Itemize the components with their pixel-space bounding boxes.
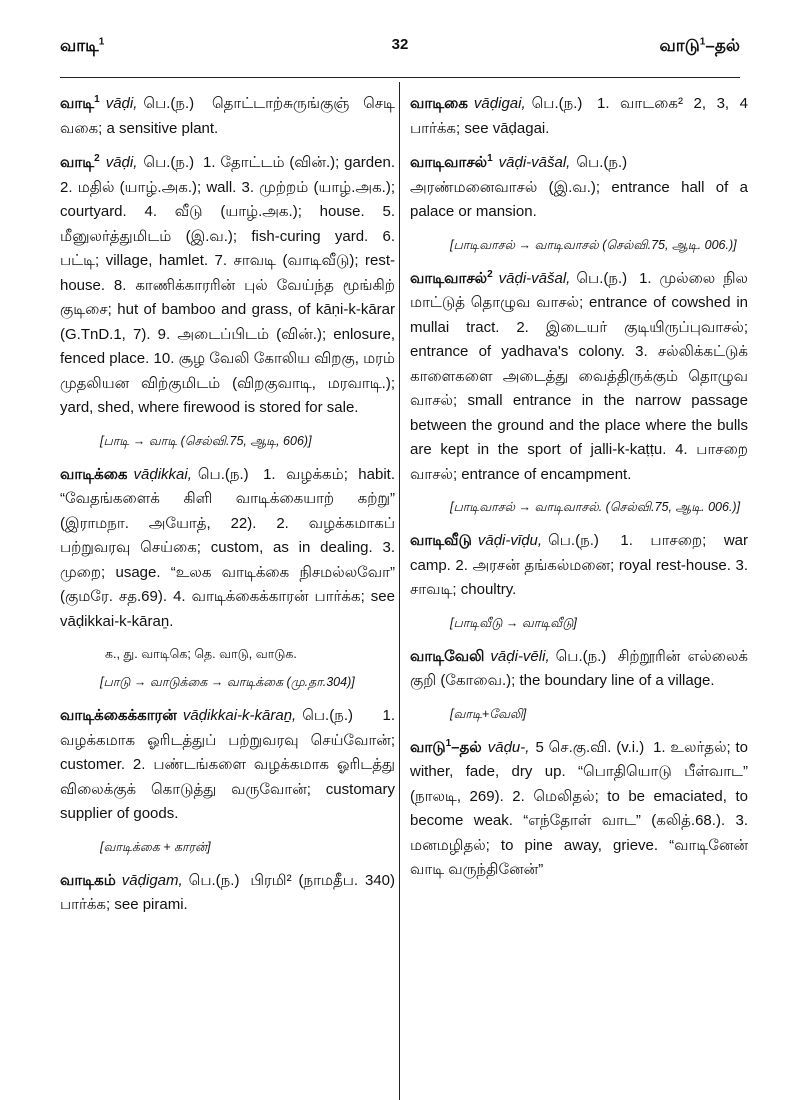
headword: வாடி$^1$ xyxy=(60,94,100,112)
dictionary-entry xyxy=(60,151,395,421)
headword: வாடு$^1$–தல் xyxy=(410,737,482,756)
headword: வாடிக்கை xyxy=(60,465,128,483)
dictionary-entry xyxy=(60,463,395,635)
grammar-label: பெ.(ந.) xyxy=(555,647,607,665)
dictionary-entry xyxy=(410,529,748,603)
transliteration: vāḍi-vēli, xyxy=(490,647,550,665)
dictionary-entry xyxy=(410,645,748,694)
headword: வாடி$^2$ xyxy=(60,153,100,171)
transliteration: vāḍu-, xyxy=(487,738,530,756)
dictionary-entry xyxy=(410,736,748,883)
grammar-label: பெ.(ந.) xyxy=(302,707,354,724)
headword: வாடிக்கைக்காரன் xyxy=(60,707,177,724)
headword: வாடிவீடு xyxy=(410,532,472,549)
grammar-label: 5 செ.கு.வி. (v.i.) xyxy=(535,738,645,756)
right-column xyxy=(410,92,748,893)
definition: 1. தோட்டம் (வின்.); garden. 2. மதில் (யாழ்.அக.); wall. 3. முற்றம் (யாழ்.அக.); courtyard. 4. வீடு (யாழ்.அக.); house. 5. மீனுலர்த்துமிடம் (இ.வ.); fish-curing yard. 6. பட்டி; village, hamlet. 7. சாவடி (வாடிவீடு); rest-house. 8. காணிக்காரரின் புல் வேய்ந்த மூங்கிற் குடிசை; hut of bamboo and grass, of kāṇi-k-kārar (G.TnD.1, 7). 9. அடைப்பிடம் (வின்.); enlosure, fenced place. 10. சூழ வேலி கோலிய விறகு, மரம் முதலியன விற்குமிடம் (விறகுவாடி, மரவாடி.); yard, shed, where firewood is stored for sale. xyxy=(60,154,395,416)
etymology-note: [பாடிவாசல் → வாடிவாசல் (செல்வி.75, ஆடி. 006.)] xyxy=(450,237,737,252)
grammar-label: பெ.(ந.) xyxy=(531,95,583,112)
column-divider xyxy=(399,82,400,1100)
definition: தொட்டாற்சுருங்குஞ் செடி வகை; a sensitive plant. xyxy=(60,95,395,137)
transliteration: vāḍi, xyxy=(105,154,138,171)
grammar-label: பெ.(ந.) xyxy=(197,465,249,483)
definition: 1. வழக்கம்; habit. “வேதங்களைக் கிளி வாடிக்கையாற் கற்று” (இராமநா. அயோத், 22). 2. வழக்கமாகப் பற்றுவரவு செய்கை; custom, as in dealing. 3. முறை; usage. “உலக வாடிக்கை நிசமல்லவோ” (குமரே. சத.69). 4. வாடிக்கைக்காரன் பார்க்க; see vāḍikkai-k-kāraṉ. xyxy=(60,465,395,630)
headword: வாடிகை xyxy=(410,95,468,112)
headword: வாடிவாசல்$^2$ xyxy=(410,268,493,287)
grammar-label: பெ.(ந.) xyxy=(576,269,628,287)
definition: பிரமி² (நாமதீப. 340) பார்க்க; see pirami. xyxy=(60,871,395,913)
definition: 1. வழக்கமாக ஓரிடத்துப் பற்றுவரவு செய்வோன்; customer. 2. பண்டங்களை வழக்கமாக ஓரிடத்து விலைக்குக் கொடுத்து வருவோன்; customary supplier of goods. xyxy=(60,707,395,822)
page-header xyxy=(60,0,740,78)
transliteration: vāḍikkai-k-kāraṉ, xyxy=(182,707,297,724)
definition: 1. வாடகை² 2, 3, 4 பார்க்க; see vāḍagai. xyxy=(410,95,748,137)
dictionary-entry xyxy=(410,92,748,141)
transliteration: vāḍi-vīḍu, xyxy=(477,532,543,549)
dictionary-entry xyxy=(60,92,395,141)
definition: அரண்மனைவாசல் (இ.வ.); entrance hall of a palace or mansion. xyxy=(410,178,748,220)
transliteration: vāḍigam, xyxy=(121,871,183,889)
headword: வாடிவேலி xyxy=(410,647,485,665)
transliteration: vāḍi-vāšal, xyxy=(498,269,571,287)
page-number: 32 xyxy=(391,36,409,53)
cognates-note: க., து. வாடிகெ; தெ. வாடு, வாடுக. xyxy=(105,647,297,661)
etymology-note: [வாடி+வேலி] xyxy=(450,706,527,721)
grammar-label: பெ.(ந.) xyxy=(143,154,195,171)
dictionary-entry xyxy=(410,267,748,488)
grammar-label: பெ.(ந.) xyxy=(188,871,240,889)
transliteration: vāḍi-vāšal, xyxy=(498,154,571,171)
grammar-label: பெ.(ந.) xyxy=(548,532,599,549)
dictionary-entry xyxy=(60,704,395,827)
header-guide-word-left: வாடி$^1$ xyxy=(60,36,105,55)
definition: 1. முல்லை நில மாட்டுத் தொழுவ வாசல்; entrance of cowshed in mullai tract. 2. இடையர் குடியிருப்புவாசல்; entrance of yadhava's colony. 3. சல்லிக்கட்டுக் காளைகளை அடைத்து வைத்திருக்கும் தொழுவ வாசல்; small entrance in the narrow passage between the ground and the place where the bulls are kept in the sport of jalli-k-kaṭṭu. 4. பாசறை வாசல்; entrance of encampment. xyxy=(410,269,748,483)
headword: வாடிகம் xyxy=(60,871,116,889)
etymology-note: [பாடி → வாடி (செல்வி.75, ஆடி, 606)] xyxy=(100,433,312,448)
definition: சிற்றூரின் எல்லைக் குறி (கோவை.); the boundary line of a village. xyxy=(410,647,749,689)
grammar-label: பெ.(ந.) xyxy=(576,154,628,171)
headword: வாடிவாசல்$^1$ xyxy=(410,153,493,171)
definition: 1. பாசறை; war camp. 2. அரசன் தங்கல்மனை; royal rest-house. 3. சாவடி; choultry. xyxy=(410,532,748,598)
dictionary-entry xyxy=(410,151,748,225)
etymology-note: [பாடிவாசல் → வாடிவாசல். (செல்வி.75, ஆடி. 006.)] xyxy=(450,500,741,514)
etymology-note: [வாடிக்கை + காரன்] xyxy=(100,839,211,854)
header-guide-word-right: வாடு$^1$–தல் xyxy=(659,36,740,55)
transliteration: vāḍigai, xyxy=(473,95,526,112)
grammar-label: பெ.(ந.) xyxy=(143,95,195,112)
left-column xyxy=(60,92,395,928)
definition: 1. உலர்தல்; to wither, fade, dry up. “பொதியொடு பீள்வாட” (நாலடி, 269). 2. மெலிதல்; to be emaciated, to become weak. “எந்தோள் வாட” (கலித்.68.). 3. மனமழிதல்; to pine away, grieve. “வாடினேன் வாடி வருந்தினேன்” xyxy=(410,738,749,878)
transliteration: vāḍikkai, xyxy=(133,465,192,483)
etymology-note: [பாடிவீடு → வாடிவீடு] xyxy=(450,615,577,630)
transliteration: vāḍi, xyxy=(105,95,138,112)
etymology-note: [பாடு → வாடுக்கை → வாடிக்கை (மு.தா.304)] xyxy=(100,675,355,689)
dictionary-entry xyxy=(60,869,395,918)
